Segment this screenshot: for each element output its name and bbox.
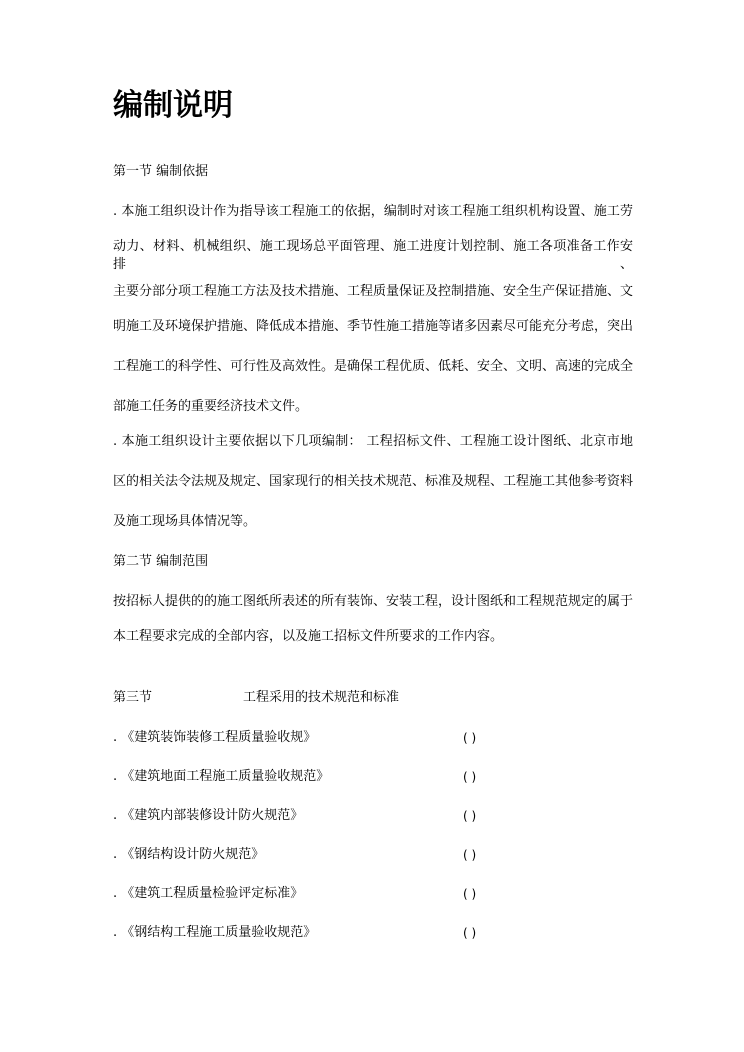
paragraph-line: . 本施工组织设计主要依据以下几项编制： 工程招标文件、工程施工设计图纸、北京市地	[113, 434, 633, 449]
section-heading: 第一节 编制依据	[113, 164, 209, 179]
standard-code: ( )	[463, 887, 477, 901]
paragraph-line: . 本施工组织设计作为指导该工程施工的依据，编制时对该工程施工组织机构设置、施工劳	[113, 204, 633, 219]
paragraph-line: 区的相关法令法规及规定、国家现行的相关技术规范、标准及规程、工程施工其他参考资料	[113, 474, 634, 489]
paragraph-line: 本工程要求完成的全部内容，以及施工招标文件所要求的工作内容。	[113, 629, 504, 644]
standard-name: . 《钢结构工程施工质量验收规范》	[113, 925, 317, 940]
standard-code: ( )	[463, 809, 477, 823]
paragraph-line: 主要分部分项工程施工方法及技术措施、工程质量保证及控制措施、安全生产保证措施、文	[113, 284, 634, 299]
document-title: 编制说明	[113, 88, 233, 123]
section-label: 第三节	[113, 690, 153, 705]
standard-name: . 《建筑内部装修设计防火规范》	[113, 808, 304, 823]
paragraph-line: 明施工及环境保护措施、降低成本措施、季节性施工措施等诸多因素尽可能充分考虑，突出	[113, 319, 634, 334]
paragraph-line: 部施工任务的重要经济技术文件。	[113, 399, 309, 414]
paragraph-line: 按招标人提供的的施工图纸所表述的所有装饰、安装工程，设计图纸和工程规范规定的属于	[113, 594, 634, 609]
standard-name: . 《钢结构设计防火规范》	[113, 847, 265, 862]
paragraph-line: 工程施工的科学性、可行性及高效性。是确保工程优质、低耗、安全、文明、高速的完成全	[113, 359, 634, 374]
standard-code: ( )	[463, 731, 477, 745]
standard-name: . 《建筑工程质量检验评定标准》	[113, 886, 304, 901]
section-heading: 工程采用的技术规范和标准	[243, 690, 400, 705]
paragraph-line: 及施工现场具体情况等。	[113, 514, 257, 529]
section-heading: 第二节 编制范围	[113, 554, 209, 569]
standard-code: ( )	[463, 848, 477, 862]
paragraph-line: 动力、材料、机械组织、施工现场总平面管理、施工进度计划控制、施工各项准备工作安排、	[113, 239, 633, 272]
standard-name: . 《建筑装饰装修工程质量验收规》	[113, 730, 317, 745]
standard-name: . 《建筑地面工程施工质量验收规范》	[113, 769, 330, 784]
standard-code: ( )	[463, 770, 477, 784]
standard-code: ( )	[463, 926, 477, 940]
